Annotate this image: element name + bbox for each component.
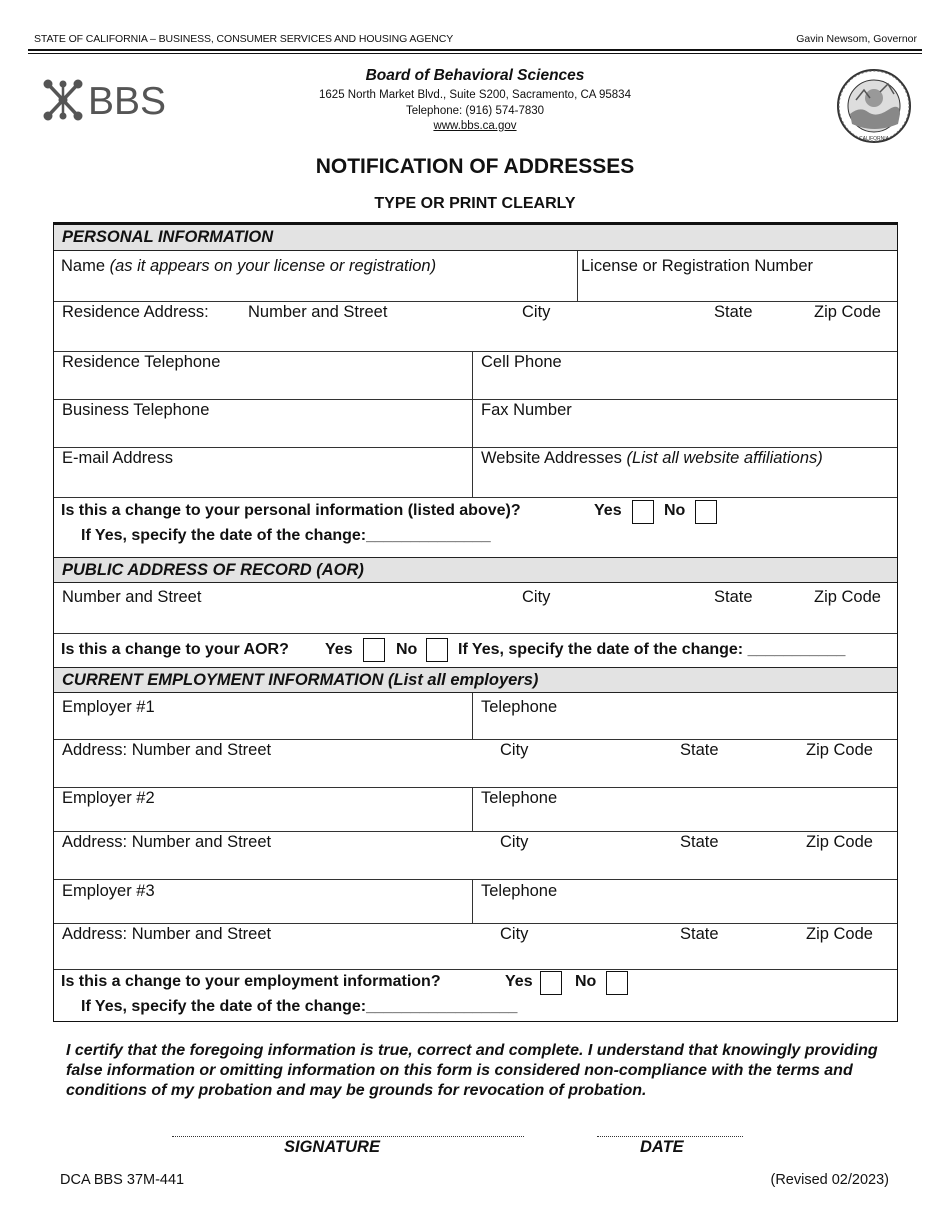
employment-section-header: CURRENT EMPLOYMENT INFORMATION (List all employers): [54, 667, 897, 693]
employer-3-state-field[interactable]: State: [680, 925, 719, 943]
employer-3-street-field[interactable]: Address: Number and Street: [62, 925, 272, 943]
governor-name: Gavin Newsom, Governor: [796, 33, 917, 45]
aor-zip-field[interactable]: Zip Code: [814, 588, 881, 606]
employer-2-city-field[interactable]: City: [500, 833, 529, 851]
board-website-link[interactable]: www.bbs.ca.gov: [433, 120, 517, 132]
signature-line[interactable]: [172, 1136, 524, 1137]
aor-change-question: Is this a change to your AOR?: [61, 641, 289, 658]
residence-telephone-field[interactable]: Residence Telephone: [62, 353, 221, 371]
residence-zip-field[interactable]: Zip Code: [814, 303, 881, 321]
address-form: [53, 222, 898, 1022]
employer-2-street-field[interactable]: Address: Number and Street: [62, 833, 272, 851]
residence-address-label: Residence Address:: [62, 303, 209, 321]
employer-1-state-field[interactable]: State: [680, 741, 719, 759]
residence-state-field[interactable]: State: [714, 303, 753, 321]
employer-1-field[interactable]: Employer #1: [62, 698, 155, 716]
aor-no-checkbox[interactable]: [426, 638, 448, 662]
employment-no-label: No: [575, 973, 597, 990]
aor-change-date-field[interactable]: If Yes, specify the date of the change: ___________: [458, 641, 846, 658]
employer-1-telephone-field[interactable]: Telephone: [481, 698, 558, 716]
certification-statement: I certify that the foregoing information is true, correct and complete. I understand that knowingly providing false information or omitting information on this form is considered non-compliance with the terms and conditions of my probation and may be grounds for revocation of probation.: [66, 1042, 878, 1099]
board-telephone: Telephone: (916) 574-7830: [405, 105, 545, 117]
state-seal: [836, 68, 912, 144]
employer-1-street-field[interactable]: Address: Number and Street: [62, 741, 272, 759]
employer-1-zip-field[interactable]: Zip Code: [806, 741, 873, 759]
employer-2-state-field[interactable]: State: [680, 833, 719, 851]
residence-city-field[interactable]: City: [522, 303, 551, 321]
board-address: 1625 North Market Blvd., Suite S200, Sacramento, CA 95834: [319, 89, 631, 101]
personal-change-date-field[interactable]: If Yes, specify the date of the change:______________: [81, 527, 491, 544]
employment-change-date-field[interactable]: If Yes, specify the date of the change:_________________: [81, 998, 518, 1015]
name-field[interactable]: Name (as it appears on your license or registration): [61, 257, 437, 275]
email-field[interactable]: E-mail Address: [62, 449, 173, 467]
aor-street-field[interactable]: Number and Street: [62, 588, 202, 606]
employer-3-field[interactable]: Employer #3: [62, 882, 155, 900]
logo-text: BBS: [88, 80, 167, 122]
form-number: DCA BBS 37M-441: [60, 1172, 185, 1188]
employment-yes-label: Yes: [505, 973, 533, 990]
employer-2-field[interactable]: Employer #2: [62, 789, 155, 807]
personal-no-label: No: [664, 502, 686, 519]
form-subtitle: TYPE OR PRINT CLEARLY: [374, 195, 576, 212]
form-title: NOTIFICATION OF ADDRESSES: [315, 155, 635, 178]
employment-change-question: Is this a change to your employment information?: [61, 973, 441, 990]
aor-yes-checkbox[interactable]: [363, 638, 385, 662]
header-rule: [28, 49, 922, 51]
aor-state-field[interactable]: State: [714, 588, 753, 606]
state-seal-icon: [836, 68, 912, 144]
employer-3-telephone-field[interactable]: Telephone: [481, 882, 558, 900]
personal-section-header: PERSONAL INFORMATION: [54, 225, 897, 251]
employer-3-city-field[interactable]: City: [500, 925, 529, 943]
personal-change-question: Is this a change to your personal information (listed above)?: [61, 502, 521, 519]
fax-number-field[interactable]: Fax Number: [481, 401, 572, 419]
employer-2-telephone-field[interactable]: Telephone: [481, 789, 558, 807]
employer-1-city-field[interactable]: City: [500, 741, 529, 759]
aor-section-header: PUBLIC ADDRESS OF RECORD (AOR): [54, 557, 897, 583]
employment-yes-checkbox[interactable]: [540, 971, 562, 995]
residence-street-field[interactable]: Number and Street: [248, 303, 388, 321]
employer-3-zip-field[interactable]: Zip Code: [806, 925, 873, 943]
agency-name: STATE OF CALIFORNIA – BUSINESS, CONSUMER SERVICES AND HOUSING AGENCY: [34, 33, 454, 45]
aor-city-field[interactable]: City: [522, 588, 551, 606]
business-telephone-field[interactable]: Business Telephone: [62, 401, 210, 419]
header-rule-thin: [28, 53, 922, 54]
personal-yes-checkbox[interactable]: [632, 500, 654, 524]
board-name: Board of Behavioral Sciences: [365, 67, 585, 84]
cell-phone-field[interactable]: Cell Phone: [481, 353, 562, 371]
date-line[interactable]: [597, 1136, 743, 1137]
license-number-field[interactable]: License or Registration Number: [581, 257, 814, 275]
aor-yes-label: Yes: [325, 641, 353, 658]
personal-no-checkbox[interactable]: [695, 500, 717, 524]
svg-text:CALIFORNIA: CALIFORNIA: [858, 136, 890, 142]
website-addresses-field[interactable]: Website Addresses (List all website affiliations): [481, 449, 823, 467]
revision-date: (Revised 02/2023): [770, 1172, 889, 1188]
aor-no-label: No: [396, 641, 418, 658]
personal-yes-label: Yes: [594, 502, 622, 519]
date-label: DATE: [640, 1138, 684, 1156]
signature-label: SIGNATURE: [284, 1138, 380, 1156]
employer-2-zip-field[interactable]: Zip Code: [806, 833, 873, 851]
employment-no-checkbox[interactable]: [606, 971, 628, 995]
